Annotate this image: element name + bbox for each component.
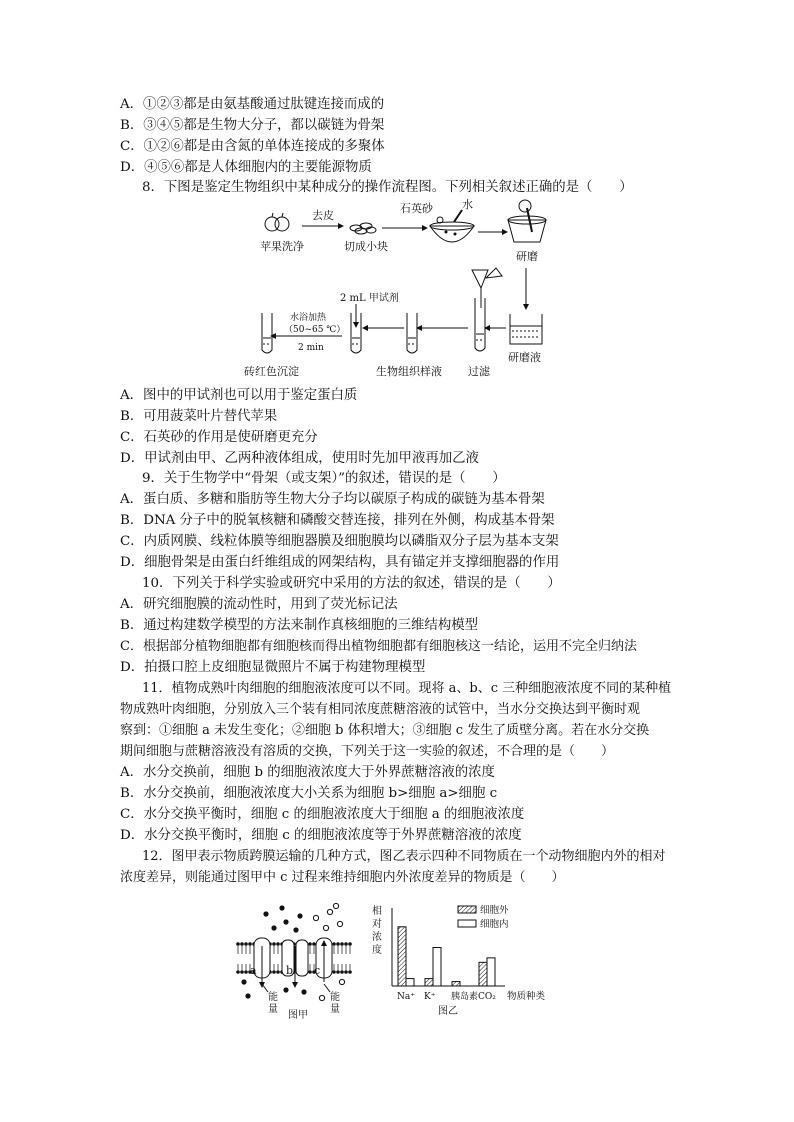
ylabel-char-3: 浓	[372, 932, 382, 943]
energy-label-c-2: 量	[330, 1004, 340, 1015]
q12-figure-b-chart	[370, 902, 560, 1018]
q12-figure-a	[236, 902, 356, 1022]
particles-outside	[263, 903, 342, 932]
label-wash: 苹果洗净	[260, 240, 304, 253]
label-b: b	[286, 964, 294, 977]
q11-stem-line-4: 期间细胞与蔗糖溶液没有溶质的交换，下列关于这一实验的叙述，不合理的是（ ）	[120, 744, 615, 759]
q10-option-b: B．通过构建数学模型的方法来制作真核细胞的三维结构模型	[120, 618, 478, 633]
label-grind: 研磨	[516, 250, 538, 263]
legend-label-out: 细胞外	[480, 905, 509, 916]
energy-label-c-1: 能	[330, 992, 340, 1003]
legend-label-in: 细胞内	[480, 919, 509, 930]
bar-inside-3	[487, 958, 495, 986]
beaker-icon	[510, 314, 542, 344]
q9-option-d: D．细胞骨架是由蛋白纤维组成的网架结构，具有锚定并支撑细胞器的作用	[120, 555, 560, 570]
q11-option-d: D．水分交换平衡时，细胞 c 的细胞液浓度等于外界蔗糖溶液的浓度	[120, 828, 522, 843]
label-precip: 砖红色沉淀	[244, 365, 299, 378]
ylabel-char-1: 相	[372, 906, 382, 917]
q10-option-d: D．拍摄口腔上皮细胞显微照片不属于构建物理模型	[120, 660, 426, 675]
q8-option-d: D．甲试剂由甲、乙两种液体组成，使用时先加甲液再加乙液	[120, 451, 479, 466]
legend	[458, 904, 509, 930]
label-peel: 去皮	[312, 209, 334, 222]
q11-option-c: C．水分交换平衡时，细胞 c 的细胞液浓度大于细胞 a 的细胞液浓度	[120, 807, 525, 822]
label-reagent: 2 mL 甲试剂	[340, 293, 399, 304]
energy-label-a-2: 量	[268, 1004, 278, 1015]
bar-inside-0	[406, 979, 414, 986]
label-bath: 水浴加热	[290, 313, 327, 323]
q7-option-c: C．①②⑥都是由含氮的单体连接成的多聚体	[120, 139, 385, 154]
bar-outside-3	[479, 962, 487, 986]
xlabel: 物质种类	[507, 991, 546, 1002]
bar-inside-1	[433, 948, 441, 986]
q8-stem: 8．下图是鉴定生物组织中某种成分的操作流程图。下列相关叙述正确的是（ ）	[142, 180, 633, 195]
q7-option-b: B．③④⑤都是生物大分子，都以碳链为骨架	[120, 118, 385, 133]
legend-swatch-out	[458, 906, 476, 913]
q7-option-d: D．④⑤⑥都是人体细胞内的主要能源物质	[120, 160, 372, 175]
fig-a-caption: 图甲	[288, 1010, 308, 1021]
q9-stem: 9．关于生物学中“骨架（或支架）”的叙述，错误的是（ ）	[142, 471, 506, 486]
q11-stem-line-2: 物成熟叶肉细胞，分别放入三个装有相同浓度蔗糖溶液的试管中，当水分交换达到平衡时观	[120, 702, 641, 717]
q8-option-c: C．石英砂的作用是使研磨更充分	[120, 430, 318, 445]
q11-stem-line-1: 11．植物成熟叶肉细胞的细胞液浓度可以不同。现将 a、b、c 三种细胞液浓度不同的某种植	[142, 681, 672, 696]
ylabel-char-2: 对	[372, 919, 382, 930]
q8-flow-diagram	[240, 198, 560, 380]
q10-option-c: C．根据部分植物细胞都有细胞核而得出植物细胞都有细胞核这一结论，运用不完全归纳法	[120, 639, 637, 654]
filter-funnel-icon	[472, 268, 502, 351]
result-tube-icon	[262, 313, 272, 353]
sample-tube-icon	[407, 313, 417, 353]
label-bath-temp: （50~65 ℃）	[284, 325, 346, 335]
q11-stem-line-3: 察到：①细胞 a 未发生变化；②细胞 b 体积增大；③细胞 c 发生了质壁分离。若在水分交换	[120, 723, 650, 738]
q11-option-b: B．水分交换前，细胞液浓度大小关系为细胞 b>细胞 a>细胞 c	[120, 786, 498, 801]
q10-stem: 10．下列关于科学实验或研究中采用的方法的叙述，错误的是（ ）	[142, 576, 561, 591]
label-water: 水	[462, 198, 473, 211]
bar-outside-1	[425, 979, 433, 986]
legend-swatch-in	[458, 920, 476, 927]
label-time: 2 min	[298, 343, 324, 353]
xtick-label-1: K⁺	[424, 992, 436, 1002]
q7-option-a: A．①②③都是由氨基酸通过肽键连接而成的	[120, 97, 385, 112]
label-sample: 生物组织样液	[376, 365, 442, 378]
mortar-pestle-icon	[508, 200, 546, 242]
label-cut: 切成小块	[344, 240, 388, 253]
q12-stem-line-2: 浓度差异，则能通过图甲中 c 过程来维持细胞内外浓度差异的物质是（ ）	[120, 870, 565, 885]
label-quartz: 石英砂	[400, 202, 433, 215]
label-a: a	[250, 964, 257, 977]
q8-option-a: A．图中的甲试剂也可以用于鉴定蛋白质	[120, 388, 358, 403]
energy-label-a-1: 能	[268, 992, 278, 1003]
apple-icon	[265, 213, 289, 231]
q12-stem-line-1: 12．图甲表示物质跨膜运输的几种方式，图乙表示四种不同物质在一个动物细胞内外的相对	[142, 849, 666, 864]
label-c: c	[314, 964, 321, 977]
bar-outside-0	[398, 927, 406, 986]
mortar-icon	[430, 217, 474, 242]
bar-outside-2	[452, 982, 460, 986]
q9-option-c: C．内质网膜、线粒体膜等细胞器膜及细胞膜均以磷脂双分子层为基本支架	[120, 534, 559, 549]
q9-option-b: B．DNA 分子中的脱氧核糖和磷酸交替连接，排列在外侧，构成基本骨架	[120, 513, 555, 528]
q9-option-a: A．蛋白质、多糖和脂肪等生物大分子均以碳原子构成的碳链为基本骨架	[120, 492, 545, 507]
fig-b-caption: 图乙	[438, 1006, 458, 1017]
label-filter: 过滤	[468, 365, 490, 378]
xtick-label-2: 胰岛素	[451, 992, 479, 1002]
q10-option-a: A．研究细胞膜的流动性时，用到了荧光标记法	[120, 597, 398, 612]
label-grind-liquid: 研磨液	[508, 351, 541, 364]
apple-pieces-icon	[350, 223, 376, 234]
xtick-label-3: CO₂	[478, 992, 496, 1002]
ylabel-char-4: 度	[372, 945, 382, 956]
q8-option-b: B．可用菠菜叶片替代苹果	[120, 409, 278, 424]
q11-option-a: A．水分交换前，细胞 b 的细胞液浓度大于外界蔗糖溶液的浓度	[120, 765, 495, 780]
xtick-label-0: Na⁺	[397, 992, 415, 1002]
